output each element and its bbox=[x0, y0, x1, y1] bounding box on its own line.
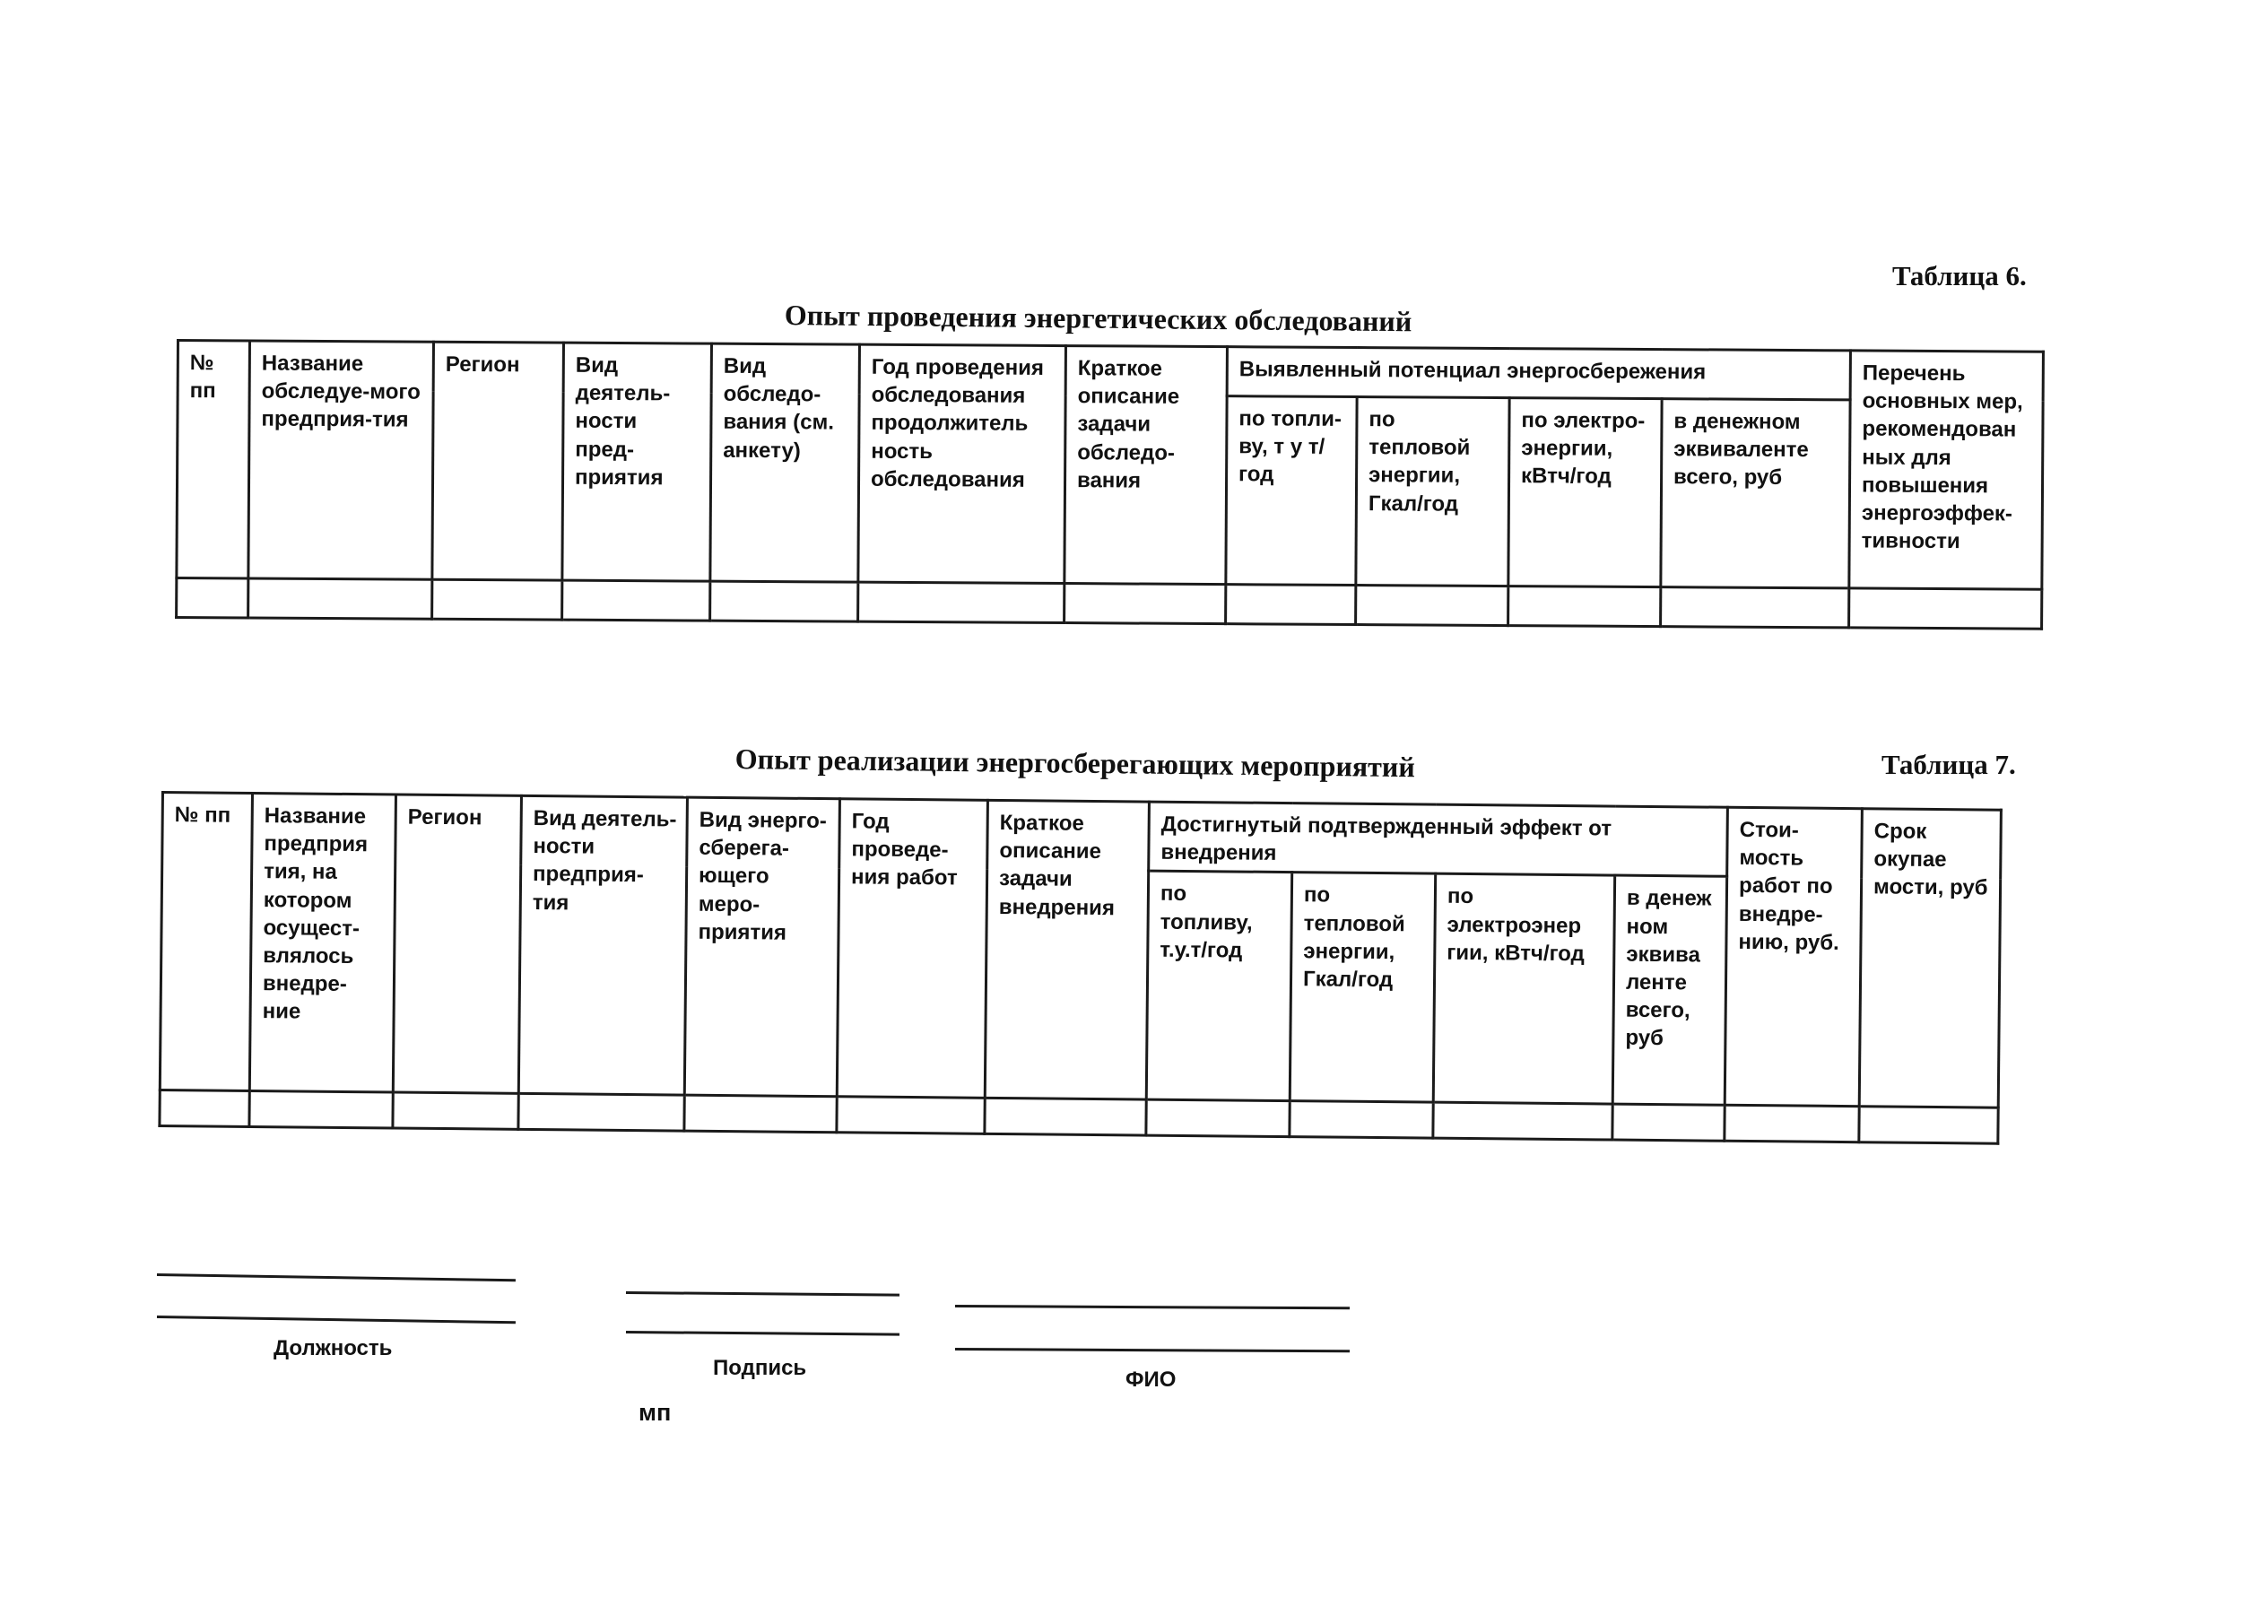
name-line-upper bbox=[955, 1305, 1350, 1309]
t6-header-year: Год проведения обследования продолжитель ность обследования bbox=[858, 344, 1066, 583]
t7-header-fuel: по топливу, т.у.т/год bbox=[1146, 871, 1291, 1101]
name-caption: ФИО bbox=[1125, 1368, 1177, 1392]
signature-line bbox=[626, 1331, 899, 1336]
t6-cell bbox=[710, 581, 858, 621]
t7-header-name: Название предприя тия, на котором осущест-влялось внедре-ние bbox=[249, 793, 395, 1092]
t7-cell bbox=[1859, 1107, 1998, 1143]
signature-line-upper bbox=[626, 1291, 899, 1297]
t7-header-region: Регион bbox=[393, 795, 521, 1094]
t7-cell bbox=[985, 1099, 1146, 1136]
t6-cell bbox=[248, 578, 432, 619]
t6-header-potential-group: Выявленный потенциал энергосбережения bbox=[1227, 347, 1850, 400]
name-line bbox=[955, 1348, 1350, 1352]
t7-cell bbox=[249, 1091, 393, 1129]
t7-header-effect-group: Достигнутый подтвержденный эффект от внедрения bbox=[1149, 802, 1728, 877]
t7-header-num: № пп bbox=[160, 793, 252, 1091]
t7-cell bbox=[837, 1097, 985, 1134]
t6-header-name: Название обследуе-мого предприя-тия bbox=[248, 341, 434, 579]
t7-header-payback: Срок окупае мости, руб bbox=[1859, 809, 2001, 1108]
t7-cell bbox=[1146, 1099, 1290, 1137]
t7-header-activity: Вид деятель-ности предприя-тия bbox=[518, 795, 687, 1095]
t6-header-num: № пп bbox=[177, 341, 250, 578]
t7-cell bbox=[1290, 1101, 1433, 1139]
t7-header-measure-type: Вид энерго-сберега-ющего меро-приятия bbox=[684, 797, 839, 1097]
t6-header-activity: Вид деятель-ности пред-приятия bbox=[562, 343, 712, 581]
position-line-upper bbox=[157, 1273, 516, 1281]
t6-header-task: Краткое описание задачи обследо-вания bbox=[1064, 346, 1228, 585]
t6-cell bbox=[432, 579, 562, 620]
t7-cell bbox=[1725, 1106, 1859, 1142]
signature-caption: Подпись bbox=[713, 1356, 807, 1380]
t7-cell bbox=[393, 1092, 518, 1129]
t7-header-electric: по электроэнер гии, кВтч/год bbox=[1433, 874, 1614, 1105]
t6-cell bbox=[562, 580, 710, 621]
t6-header-measures: Перечень основных мер, рекомендован ных для повышения энергоэффек-тивности bbox=[1849, 351, 2044, 589]
t6-cell bbox=[177, 578, 248, 618]
t6-header-heat: по тепловой энергии, Гкал/год bbox=[1356, 397, 1509, 586]
t7-cell bbox=[160, 1090, 249, 1127]
t6-cell bbox=[1064, 584, 1226, 624]
table6-title: Опыт проведения энергетических обследований bbox=[784, 299, 1412, 338]
t7-header-cost: Стои-мость работ по внедре-нию, руб. bbox=[1725, 807, 1862, 1107]
t7-cell bbox=[1612, 1104, 1725, 1141]
t6-header-survey-type: Вид обследо-вания (см. анкету) bbox=[710, 343, 860, 582]
t6-cell bbox=[1226, 585, 1356, 625]
t7-header-year: Год проведе-ния работ bbox=[837, 799, 987, 1099]
table6 bbox=[175, 339, 2045, 630]
table7-title: Опыт реализации энергосберегающих мероприятий bbox=[734, 743, 1416, 784]
table6-label: Таблица 6. bbox=[1892, 260, 2027, 291]
t7-header-task: Краткое описание задачи внедрения bbox=[985, 800, 1149, 1099]
t7-header-money: в денеж ном эквива ленте всего, руб bbox=[1612, 875, 1726, 1105]
t7-cell bbox=[684, 1095, 837, 1133]
seal-caption: мп bbox=[639, 1399, 672, 1426]
position-line bbox=[157, 1316, 516, 1324]
t6-cell bbox=[1356, 586, 1508, 626]
t6-cell bbox=[1849, 588, 2042, 629]
t6-header-money: в денежном эквиваленте всего, руб bbox=[1661, 399, 1850, 588]
position-caption: Должность bbox=[274, 1336, 393, 1360]
table7-label: Таблица 7. bbox=[1881, 749, 2016, 780]
t6-cell bbox=[1508, 586, 1661, 627]
t7-header-heat: по тепловой энергии, Гкал/год bbox=[1290, 873, 1435, 1103]
t6-header-fuel: по топли-ву, т у т/ год bbox=[1226, 396, 1357, 586]
t6-header-electric: по электро-энергии, кВтч/год bbox=[1508, 398, 1662, 587]
table7 bbox=[158, 791, 2003, 1145]
t6-cell bbox=[858, 582, 1064, 622]
t6-header-region: Регион bbox=[432, 342, 564, 580]
t7-cell bbox=[518, 1094, 684, 1132]
t7-cell bbox=[1433, 1103, 1612, 1141]
t6-cell bbox=[1661, 587, 1849, 628]
